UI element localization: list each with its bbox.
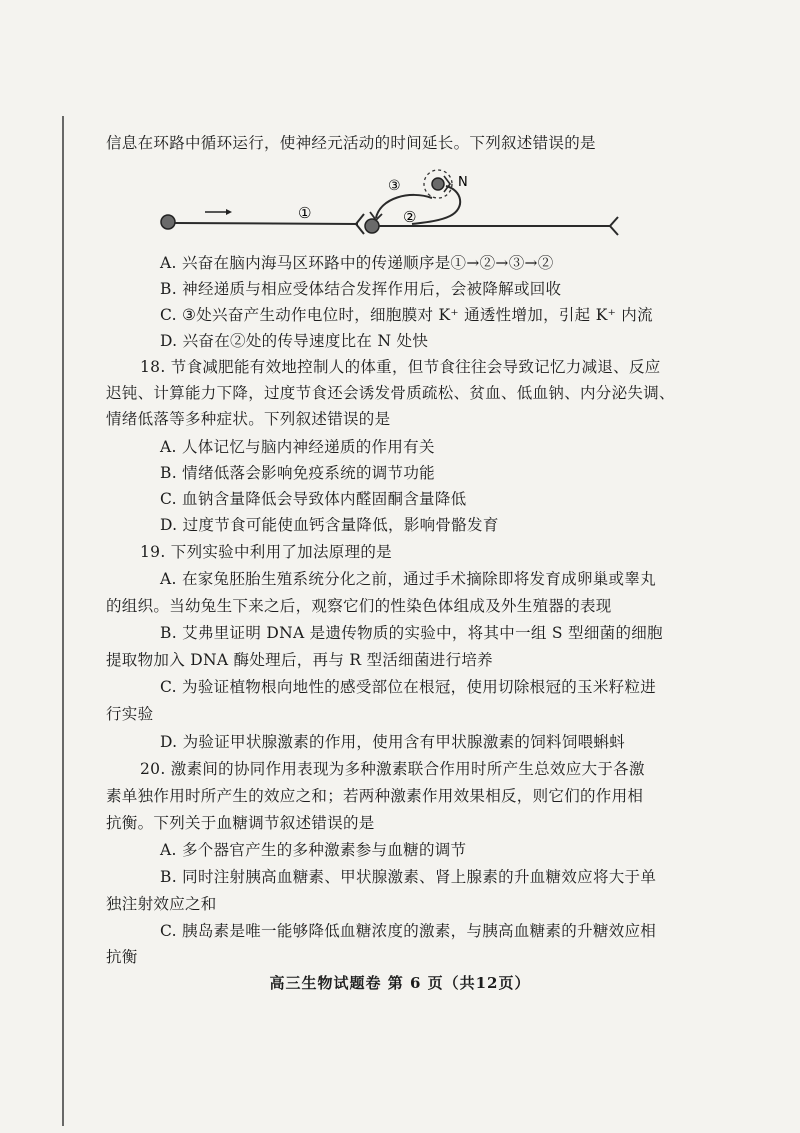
label-2: ② — [403, 208, 417, 226]
q20-option-a: A. 多个器官产生的多种激素参与血糖的调节 — [160, 841, 467, 859]
q19-stem: 19. 下列实验中利用了加法原理的是 — [140, 543, 392, 561]
q19-option-b-line2: 提取物加入 DNA 酶处理后，再与 R 型活细菌进行培养 — [106, 651, 493, 669]
neural-circuit-diagram — [150, 160, 630, 250]
q18-stem-line3: 情绪低落等多种症状。下列叙述错误的是 — [106, 410, 391, 428]
q17-intro: 信息在环路中循环运行，使神经元活动的时间延长。下列叙述错误的是 — [106, 134, 596, 152]
q19-option-d: D. 为验证甲状腺激素的作用，使用含有甲状腺激素的饲料饲喂蝌蚪 — [160, 733, 626, 751]
q18-option-a: A. 人体记忆与脑内神经递质的作用有关 — [160, 438, 435, 456]
q20-option-b-line2: 独注射效应之和 — [106, 895, 217, 913]
q19-option-b-line1: B. 艾弗里证明 DNA 是遗传物质的实验中，将其中一组 S 型细菌的细胞 — [160, 624, 663, 642]
q18-stem-line1: 18. 节食减肥能有效地控制人的体重，但节食往往会导致记忆力减退、反应 — [140, 358, 661, 376]
q18-stem-line2: 迟钝、计算能力下降，过度节食还会诱发骨质疏松、贫血、低血钠、内分泌失调、 — [106, 384, 675, 402]
q20-option-c-line1: C. 胰岛素是唯一能够降低血糖浓度的激素，与胰高血糖素的升糖效应相 — [160, 922, 657, 940]
q19-option-a-line2: 的组织。当幼兔生下来之后，观察它们的性染色体组成及外生殖器的表现 — [106, 597, 612, 615]
q20-option-c-line2: 抗衡 — [106, 948, 138, 966]
q18-option-c: C. 血钠含量降低会导致体内醛固酮含量降低 — [160, 490, 467, 508]
q17-option-c: C. ③处兴奋产生动作电位时，细胞膜对 K⁺ 通透性增加，引起 K⁺ 内流 — [160, 306, 653, 324]
page-footer: 高三生物试题卷 第 6 页（共12页） — [269, 974, 531, 992]
label-n: N — [458, 175, 468, 190]
label-1: ① — [298, 204, 312, 222]
label-3: ③ — [388, 178, 401, 194]
q17-option-a: A. 兴奋在脑内海马区环路中的传递顺序是①→②→③→② — [160, 254, 554, 272]
q20-stem-line3: 抗衡。下列关于血糖调节叙述错误的是 — [106, 814, 375, 832]
q19-option-c-line2: 行实验 — [106, 705, 154, 723]
q19-option-c-line1: C. 为验证植物根向地性的感受部位在根冠，使用切除根冠的玉米籽粒进 — [160, 678, 657, 696]
q18-option-b: B. 情绪低落会影响免疫系统的调节功能 — [160, 464, 435, 482]
q17-option-d: D. 兴奋在②处的传导速度比在 N 处快 — [160, 332, 429, 350]
q17-option-b: B. 神经递质与相应受体结合发挥作用后，会被降解或回收 — [160, 280, 562, 298]
q20-option-b-line1: B. 同时注射胰高血糖素、甲状腺激素、肾上腺素的升血糖效应将大于单 — [160, 868, 657, 886]
q19-option-a-line1: A. 在家兔胚胎生殖系统分化之前，通过手术摘除即将发育成卵巢或睾丸 — [160, 570, 656, 588]
direction-arrow — [205, 209, 232, 215]
q20-stem-line2: 素单独作用时所产生的效应之和；若两种激素作用效果相反，则它们的作用相 — [106, 787, 644, 805]
q20-stem-line1: 20. 激素间的协同作用表现为多种激素联合作用时所产生总效应大于各激 — [140, 760, 645, 778]
q18-option-d: D. 过度节食可能使血钙含量降低，影响骨骼发育 — [160, 516, 499, 534]
neuron-1 — [161, 214, 364, 234]
